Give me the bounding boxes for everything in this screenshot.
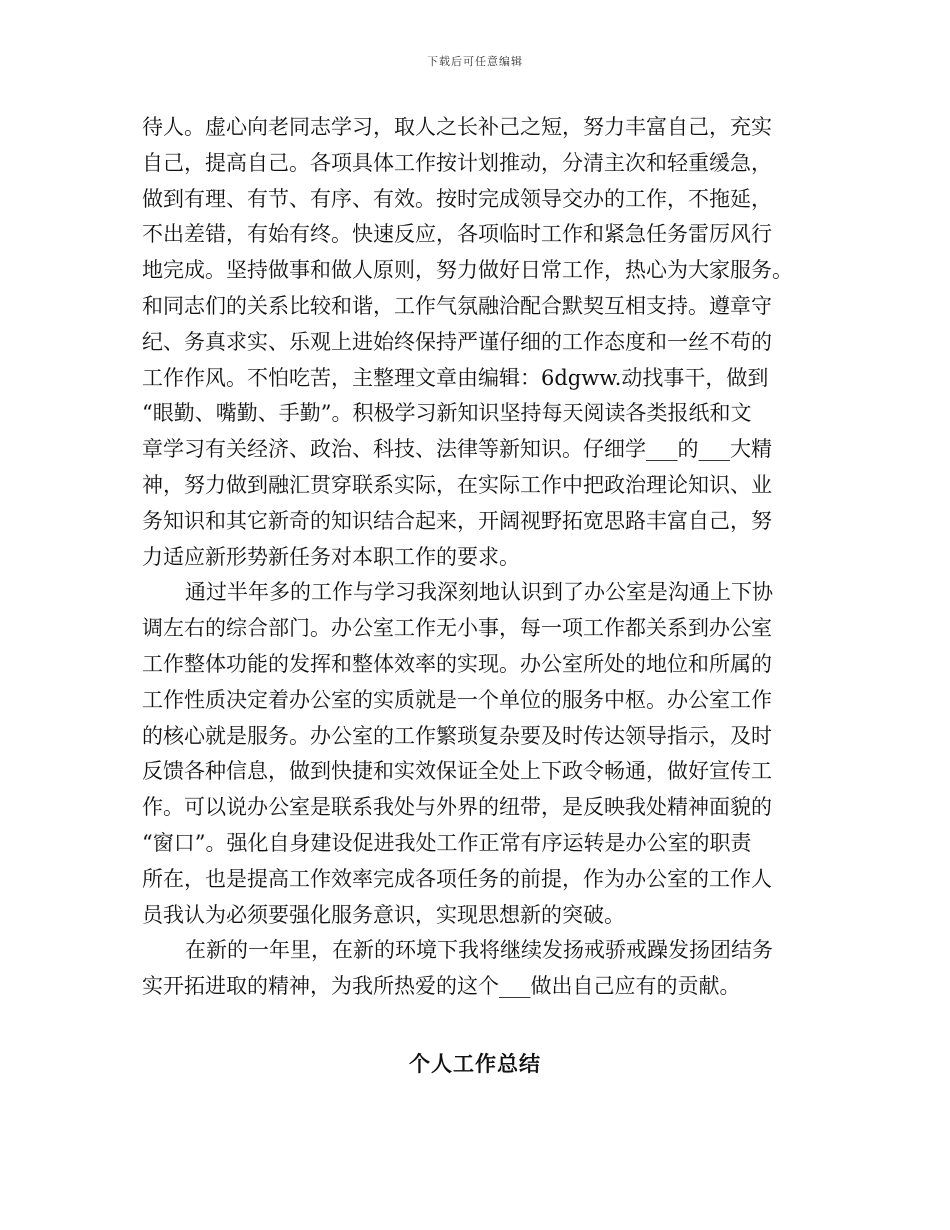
text-line: 待人。虚心向老同志学习，取人之长补己之短，努力丰富自己，充实 <box>142 115 772 139</box>
paragraph-start-line: 在新的一年里，在新的环境下我将继续发扬戒骄戒躁发扬团结务 <box>185 938 773 963</box>
paragraph-start-line: 通过半年多的工作与学习我深刻地认识到了办公室是沟通上下协 <box>185 580 773 605</box>
text-line: 做到有理、有节、有序、有效。按时完成领导交办的工作，不拖延， <box>142 186 772 211</box>
text-line: 不出差错，有始有终。快速反应，各项临时工作和紧急任务雷厉风行 <box>142 222 772 247</box>
text-line: 工作性质决定着办公室的实质就是一个单位的服务中枢。办公室工作 <box>142 687 772 712</box>
text-line: 调左右的综合部门。办公室工作无小事，每一项工作都关系到办公室 <box>142 616 772 641</box>
text-line: 神，努力做到融汇贯穿联系实际，在实际工作中把政治理论知识、业 <box>142 472 772 497</box>
text-line: 和同志们的关系比较和谐，工作气氛融洽配合默契互相支持。遵章守 <box>142 293 772 318</box>
text-line: “眼勤、嘴勤、手勤”。积极学习新知识坚持每天阅读各类报纸和文 <box>142 401 752 426</box>
text-line: 纪、务真求实、乐观上进始终保持严谨仔细的工作态度和一丝不苟的 <box>142 329 772 354</box>
section-heading: 个人工作总结 <box>409 1052 541 1076</box>
text-line: 工作作风。不怕吃苦，主整理文章由编辑：6dgww.动找事干，做到 <box>142 365 769 390</box>
text-line: 章学习有关经济、政治、科技、法律等新知识。仔细学___的___大精 <box>142 437 772 462</box>
text-line: 的核心就是服务。办公室的工作繁琐复杂要及时传达领导指示，及时 <box>142 723 772 748</box>
page-header-note: 下载后可任意编辑 <box>427 55 523 68</box>
text-line: 反馈各种信息，做到快捷和实效保证全处上下政令畅通，做好宣传工 <box>142 759 772 784</box>
text-line: 作。可以说办公室是联系我处与外界的纽带，是反映我处精神面貌的 <box>142 795 772 820</box>
text-line: “窗口”。强化自身建设促进我处工作正常有序运转是办公室的职责 <box>142 830 752 855</box>
document-body <box>142 110 818 1005</box>
text-line: 务知识和其它新奇的知识结合起来，开阔视野拓宽思路丰富自己，努 <box>142 508 772 533</box>
text-line: 力适应新形势新任务对本职工作的要求。 <box>142 544 520 569</box>
text-line: 实开拓进取的精神，为我所热爱的这个___做出自己应有的贡献。 <box>142 974 741 999</box>
text-line: 所在，也是提高工作效率完成各项任务的前提，作为办公室的工作人 <box>142 866 772 891</box>
text-line: 自己，提高自己。各项具体工作按计划推动，分清主次和轻重缓急， <box>142 150 772 175</box>
text-line: 员我认为必须要强化服务意识，实现思想新的突破。 <box>142 902 625 927</box>
text-line: 工作整体功能的发挥和整体效率的实现。办公室所处的地位和所属的 <box>142 651 772 676</box>
text-line: 地完成。坚持做事和做人原则，努力做好日常工作，热心为大家服务。 <box>142 258 793 283</box>
